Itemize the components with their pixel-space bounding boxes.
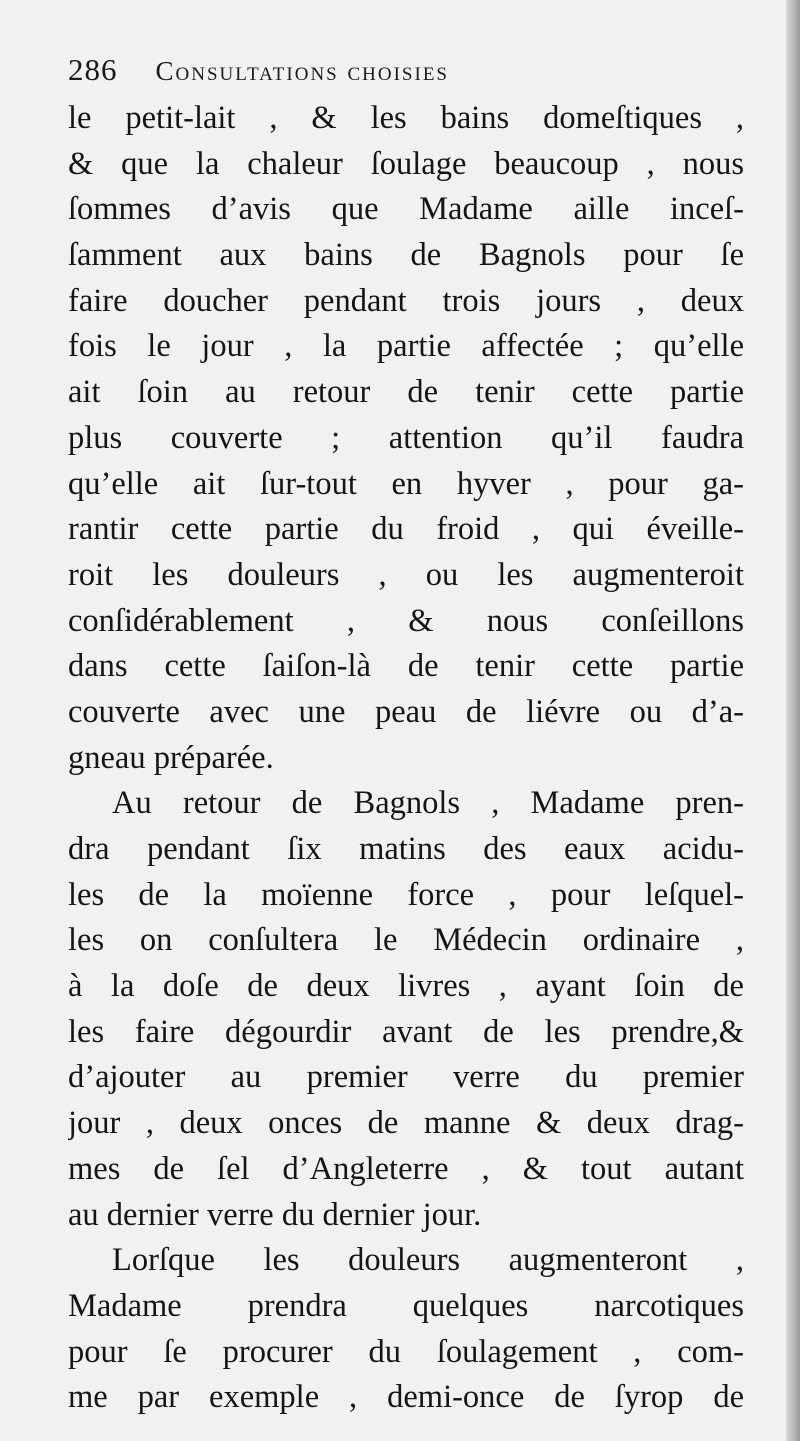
text-line: rantir cette partie du froid , qui éveille- xyxy=(68,511,744,548)
text-line: me par exemple , demi-once de ſyrop de xyxy=(68,1379,744,1416)
text-line: plus couverte ; attention qu’il faudra xyxy=(68,419,744,456)
text-line: conſidérablement , & nous conſeillons xyxy=(68,602,744,639)
text-line: pour ſe procurer du ſoulagement , com- xyxy=(68,1333,744,1370)
body-text xyxy=(68,96,744,1421)
text-line: ſommes d’avis que Madame aille inceſ- xyxy=(68,191,744,228)
text-line: qu’elle ait ſur-tout en hyver , pour ga- xyxy=(68,465,744,502)
text-line: fois le jour , la partie affectée ; qu’elle xyxy=(68,328,744,365)
text-line: couverte avec une peau de liévre ou d’a- xyxy=(68,693,744,730)
text-line: Madame prendra quelques narcotiques xyxy=(68,1287,744,1324)
text-line: roit les douleurs , ou les augmenteroit xyxy=(68,556,744,593)
text-line: ſamment aux bains de Bagnols pour ſe xyxy=(68,237,744,274)
text-line: les on conſultera le Médecin ordinaire , xyxy=(68,922,744,959)
text-line: gneau préparée. xyxy=(68,739,274,776)
text-line: d’ajouter au premier verre du premier xyxy=(68,1059,744,1096)
text-line: Lorſque les douleurs augmenteront , xyxy=(112,1242,744,1279)
page-header xyxy=(68,52,758,96)
page-number: 286 xyxy=(68,52,118,87)
text-line: & que la chaleur ſoulage beaucoup , nous xyxy=(68,145,744,182)
text-line: dans cette ſaiſon-là de tenir cette partie xyxy=(68,648,744,685)
running-head: Consultations choisies xyxy=(155,56,450,86)
text-line: les de la moïenne force , pour leſquel- xyxy=(68,876,744,913)
text-line: faire doucher pendant trois jours , deux xyxy=(68,282,744,319)
text-line: Au retour de Bagnols , Madame pren- xyxy=(112,785,744,822)
text-line: au dernier verre du dernier jour. xyxy=(68,1196,482,1233)
text-line: ait ſoin au retour de tenir cette partie xyxy=(68,374,744,411)
page-edge-shadow xyxy=(786,0,800,1441)
text-line: le petit-lait , & les bains domeſtiques , xyxy=(68,100,744,136)
text-line: à la doſe de deux livres , ayant ſoin de xyxy=(68,968,744,1005)
text-line: dra pendant ſix matins des eaux acidu- xyxy=(68,831,744,867)
text-line: mes de ſel d’Angleterre , & tout autant xyxy=(68,1150,744,1187)
text-line: les faire dégourdir avant de les prendre,& xyxy=(68,1013,744,1050)
text-line: jour , deux onces de manne & deux drag- xyxy=(68,1105,744,1142)
